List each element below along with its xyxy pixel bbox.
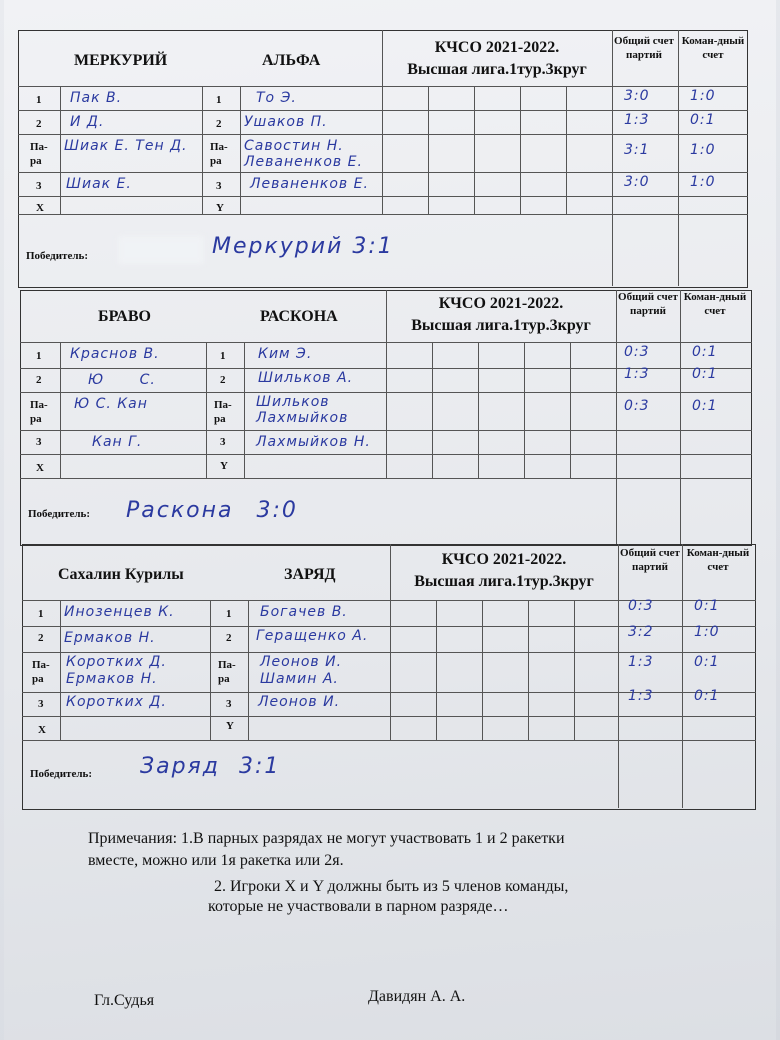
player-name: Коротких Д. — [66, 694, 167, 710]
player-name: Инозенцев К. — [64, 604, 175, 620]
row-label: X — [36, 462, 44, 474]
row-label: X — [36, 202, 44, 214]
row-label: 3 — [216, 180, 222, 192]
player-name: Савостин Н. Леваненков Е. — [244, 138, 363, 170]
col-team-score: Коман-дный счет — [686, 547, 750, 573]
row-label: Па-ра — [210, 141, 228, 167]
row-label: 3 — [36, 436, 42, 448]
team-score: 0:1 — [692, 344, 718, 360]
team-score: 0:1 — [694, 688, 720, 704]
judge-name: Давидян А. А. — [368, 988, 466, 1005]
total-score: 3:2 — [628, 624, 654, 640]
winner-value: Раскона 3:0 — [126, 498, 298, 523]
player-name: Ермаков Н. — [64, 630, 156, 646]
col-total-score: Общий счет партий — [614, 35, 674, 61]
col-team-score: Коман-дный счет — [683, 291, 747, 317]
team-score: 1:0 — [690, 142, 716, 158]
team-score: 0:1 — [694, 598, 720, 614]
row-label: 1 — [226, 608, 232, 620]
team-score: 1:0 — [690, 174, 716, 190]
total-score: 3:0 — [624, 88, 650, 104]
tournament-subtitle: Высшая лига.1тур.3круг — [414, 573, 594, 590]
team-score: 0:1 — [692, 366, 718, 382]
winner-label: Победитель: — [28, 508, 90, 520]
col-total-score: Общий счет партий — [618, 291, 678, 317]
row-label: Y — [226, 720, 234, 732]
player-name: Ушаков П. — [244, 114, 328, 130]
total-score: 1:3 — [624, 366, 650, 382]
player-name: Кан Г. — [92, 434, 143, 450]
team-b-name: АЛЬФА — [262, 52, 321, 69]
team-a-name: Сахалин Курилы — [58, 566, 184, 583]
player-name: Лахмыйков Н. — [256, 434, 371, 450]
player-name: Леваненков Е. — [250, 176, 369, 192]
row-label: 3 — [38, 698, 44, 710]
row-label: 1 — [38, 608, 44, 620]
player-name: Леонов И. Шамин А. — [260, 654, 343, 687]
player-name: Геращенко А. — [256, 628, 369, 644]
row-label: Y — [216, 202, 224, 214]
tournament-title: КЧСО 2021-2022. — [441, 551, 567, 568]
row-label: 1 — [36, 350, 42, 362]
row-label: Па-ра — [30, 399, 48, 425]
row-label: Па-ра — [32, 659, 50, 685]
row-label: 2 — [216, 118, 222, 130]
player-name: Шиак Е. Тен Д. — [64, 138, 188, 154]
team-score: 1:0 — [694, 624, 720, 640]
row-label: 2 — [38, 632, 44, 644]
total-score: 0:3 — [624, 398, 650, 414]
player-name: Леонов И. — [258, 694, 341, 710]
col-team-score: Коман-дный счет — [681, 35, 745, 61]
team-score: 1:0 — [690, 88, 716, 104]
row-label: X — [38, 724, 46, 736]
team-score: 0:1 — [694, 654, 720, 670]
tournament-title: КЧСО 2021-2022. — [434, 39, 560, 56]
row-label: Па-ра — [30, 141, 48, 167]
row-label: 1 — [220, 350, 226, 362]
total-score: 1:3 — [628, 654, 654, 670]
redacted-area — [118, 236, 204, 264]
row-label: 1 — [216, 94, 222, 106]
team-score: 0:1 — [692, 398, 718, 414]
row-label: Па-ра — [214, 399, 232, 425]
team-a-name: БРАВО — [98, 308, 151, 325]
player-name: Шильков А. — [258, 370, 354, 386]
col-total-score: Общий счет партий — [620, 547, 680, 573]
player-name: Ю С. Кан — [74, 396, 148, 412]
winner-label: Победитель: — [26, 250, 88, 262]
note-line-1: Примечания: 1.В парных разрядах не могут участвовать 1 и 2 ракетки — [88, 830, 565, 847]
note-line-2: вместе, можно или 1я ракетка или 2я. — [88, 852, 344, 869]
team-score: 0:1 — [690, 112, 716, 128]
judge-label: Гл.Судья — [94, 992, 155, 1009]
player-name: Ю С. — [88, 372, 156, 388]
winner-label: Победитель: — [30, 768, 92, 780]
player-name: Коротких Д. Ермаков Н. — [66, 654, 167, 687]
player-name: Краснов В. — [70, 346, 160, 362]
row-label: 3 — [36, 180, 42, 192]
total-score: 0:3 — [624, 344, 650, 360]
row-label: Па-ра — [218, 659, 236, 685]
player-name: Пак В. — [70, 90, 123, 106]
player-name: Богачев В. — [260, 604, 348, 620]
note-line-3: 2. Игроки X и Y должны быть из 5 членов команды, — [214, 878, 569, 895]
row-label: 2 — [226, 632, 232, 644]
note-line-4: которые не участвовали в парном разряде… — [208, 898, 509, 915]
player-name: Шиак Е. — [66, 176, 132, 192]
tournament-subtitle: Высшая лига.1тур.3круг — [411, 317, 591, 334]
total-score: 3:0 — [624, 174, 650, 190]
tournament-subtitle: Высшая лига.1тур.3круг — [407, 61, 587, 78]
total-score: 1:3 — [624, 112, 650, 128]
total-score: 0:3 — [628, 598, 654, 614]
team-b-name: ЗАРЯД — [284, 566, 336, 583]
player-name: То Э. — [256, 90, 297, 106]
player-name: Ким Э. — [258, 346, 313, 362]
team-b-name: РАСКОНА — [260, 308, 338, 325]
row-label: 3 — [226, 698, 232, 710]
player-name: И Д. — [70, 114, 105, 130]
player-name: Шильков Лахмыйков — [256, 394, 349, 426]
row-label: 3 — [220, 436, 226, 448]
total-score: 1:3 — [628, 688, 654, 704]
tournament-title: КЧСО 2021-2022. — [438, 295, 564, 312]
winner-value: Меркурий 3:1 — [212, 234, 394, 259]
row-label: 1 — [36, 94, 42, 106]
total-score: 3:1 — [624, 142, 650, 158]
row-label: 2 — [220, 374, 226, 386]
winner-value: Заряд 3:1 — [140, 754, 281, 779]
row-label: Y — [220, 460, 228, 472]
row-label: 2 — [36, 374, 42, 386]
row-label: 2 — [36, 118, 42, 130]
team-a-name: МЕРКУРИЙ — [74, 52, 168, 69]
